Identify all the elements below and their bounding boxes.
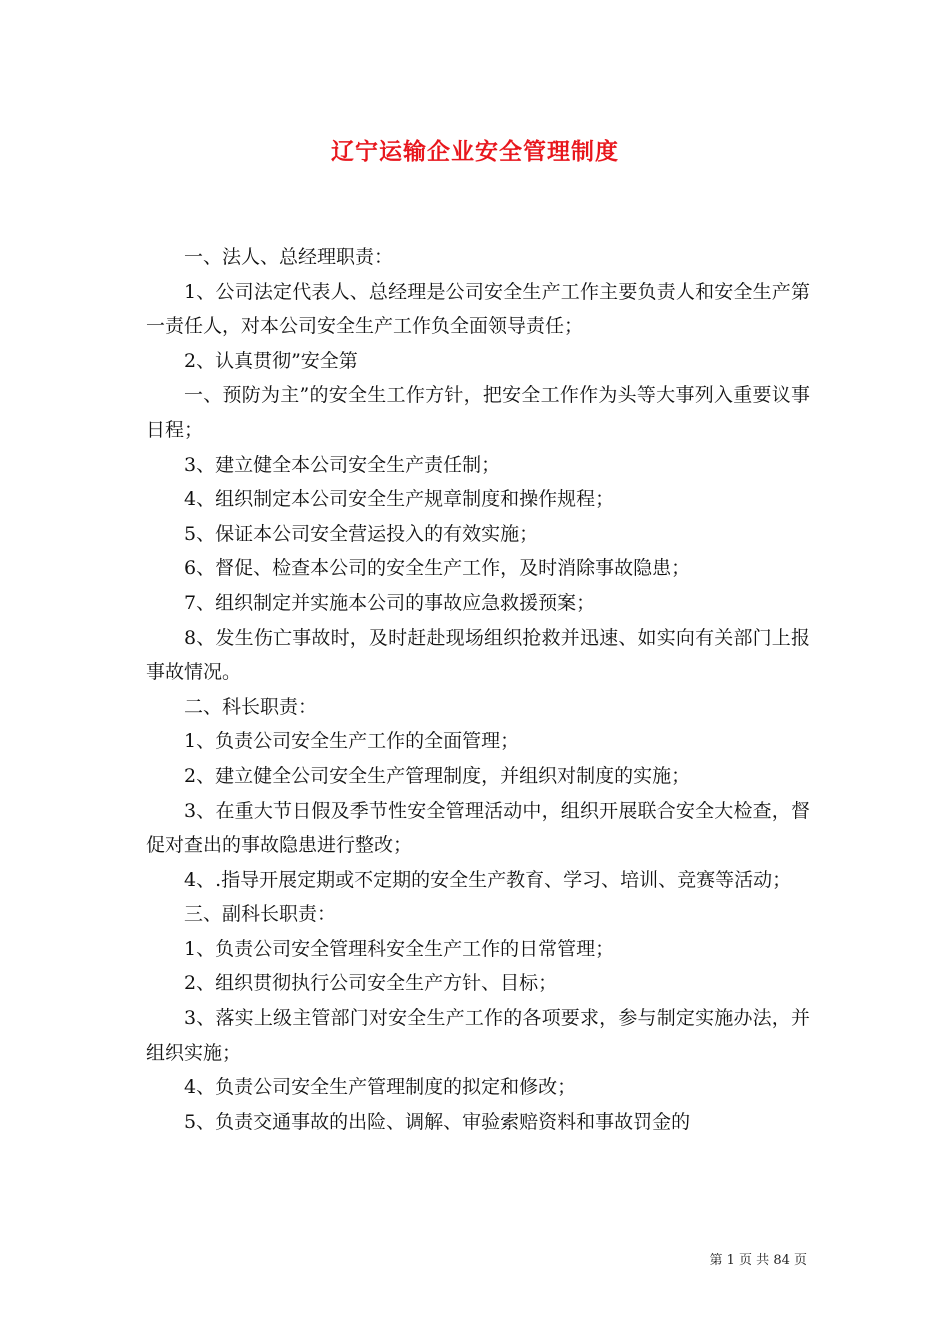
paragraph: 5、负责交通事故的出险、调解、审验索赔资料和事故罚金的 xyxy=(184,1110,691,1133)
paragraph: 一、预防为主”的安全生工作方针，把安全工作作为头等大事列入重要议事日程； xyxy=(146,384,810,441)
paragraph: 4、负责公司安全生产管理制度的拟定和修改； xyxy=(184,1076,577,1099)
paragraph: 8、发生伤亡事故时，及时赶赴现场组织抢救并迅速、如实向有关部门上报事故情况。 xyxy=(146,626,810,684)
paragraph: 1、公司法定代表人、总经理是公司安全生产工作主要负责人和安全生产第一责任人，对本公司安全生产工作负全面领导责任； xyxy=(146,280,810,338)
paragraph: 2、认真贯彻”安全第 xyxy=(184,349,358,372)
paragraph: 1、负责公司安全管理科安全生产工作的日常管理； xyxy=(184,937,615,960)
paragraph: 3、落实上级主管部门对安全生产工作的各项要求，参与制定实施办法，并组织实施； xyxy=(146,1007,810,1064)
paragraph: 一、法人、总经理职责： xyxy=(184,246,394,268)
paragraph: 6、督促、检查本公司的安全生产工作，及时消除事故隐患； xyxy=(184,557,691,580)
paragraph: 1、负责公司安全生产工作的全面管理； xyxy=(184,730,520,753)
document-body xyxy=(146,240,810,1139)
paragraph: 二、科长职责： xyxy=(184,695,318,718)
paragraph: 3、建立健全本公司安全生产责任制； xyxy=(184,453,501,476)
document-title: 辽宁运输企业安全管理制度 xyxy=(331,138,619,165)
paragraph: 5、保证本公司安全营运投入的有效实施； xyxy=(184,522,539,545)
paragraph: 4、.指导开展定期或不定期的安全生产教育、学习、培训、竞赛等活动； xyxy=(184,868,792,891)
paragraph: 2、组织贯彻执行公司安全生产方针、目标； xyxy=(184,972,558,995)
paragraph: 4、组织制定本公司安全生产规章制度和操作规程； xyxy=(184,488,615,511)
paragraph: 3、在重大节日假及季节性安全管理活动中，组织开展联合安全大检查，督促对查出的事故隐患进行整改； xyxy=(146,799,810,857)
paragraph: 2、建立健全公司安全生产管理制度，并组织对制度的实施； xyxy=(184,764,691,787)
paragraph: 7、组织制定并实施本公司的事故应急救援预案； xyxy=(184,591,596,614)
paragraph: 三、副科长职责： xyxy=(184,903,337,926)
page-number: 第 1 页 共 84 页 xyxy=(709,1253,807,1268)
